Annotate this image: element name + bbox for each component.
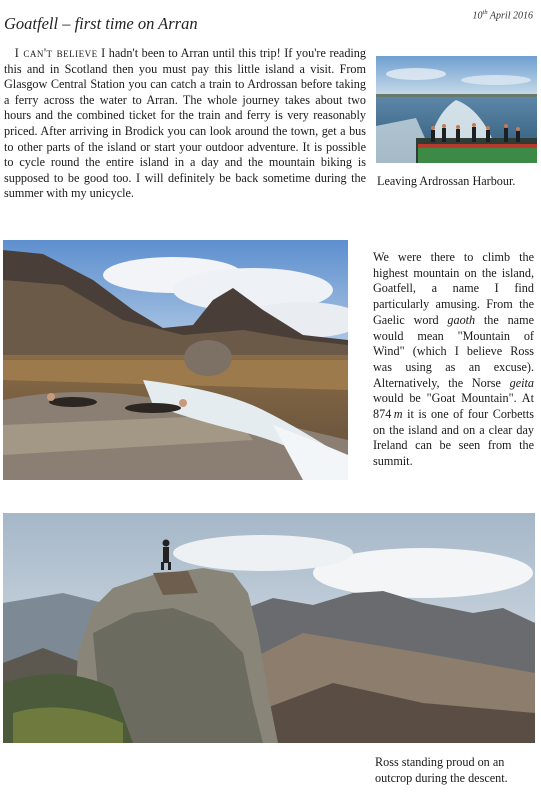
intro-paragraph xyxy=(4,46,366,202)
date-day: 10 xyxy=(472,10,483,22)
date-suffix: th xyxy=(482,9,488,16)
side-text-2: the name would mean "Mountain of Wind" (which I believe Ross was using as an excuse). Alternatively, the Norse xyxy=(373,312,534,390)
side-unit: m xyxy=(393,407,403,422)
side-word-geita: geita xyxy=(509,375,534,390)
outcrop-caption: Ross standing proud on an outcrop during the descent. xyxy=(375,755,508,785)
ferry-photo xyxy=(376,56,537,163)
date-rest: April 2016 xyxy=(487,10,533,22)
ferry-caption: Leaving Ardrossan Harbour. xyxy=(377,174,516,188)
side-word-gaoth: gaoth xyxy=(447,312,476,327)
side-text-3: would be "Goat Mountain". At 874 xyxy=(373,391,534,422)
side-text-1: We were there to climb the highest mountain on the island, Goatfell, a name I find particularly amusing. From the Gaelic word xyxy=(373,250,534,327)
page-title: Goatfell – first time on Arran xyxy=(4,14,198,33)
outcrop-photo xyxy=(3,513,535,743)
intro-lead-in: I can't believe xyxy=(14,46,98,60)
side-text-4: it is one of four Corbetts on the island and on a clear day Ireland can be seen from the summit. xyxy=(373,407,534,469)
waterfall-photo xyxy=(3,240,348,480)
intro-text: I hadn't been to Arran until this trip! If you're reading this and in Scotland then you must pay this little island a visit. From Glasgow Central Station you can catch a train to Ardrossan before taking a ferry across the water to Arran. The whole journey takes about two hours and the combined ticket for the train and ferry is very reasonably priced. After arriving in Brodick you can look around the town, get a bus to other parts of the island or start your outdoor adventure. It is possible to cycle round the entire island in a day and the mountain biking is supposed to be good too. I will definitely be back sometime during the summer with my unicycle. xyxy=(4,46,366,201)
page-date xyxy=(473,9,533,21)
goatfell-paragraph xyxy=(373,250,534,470)
